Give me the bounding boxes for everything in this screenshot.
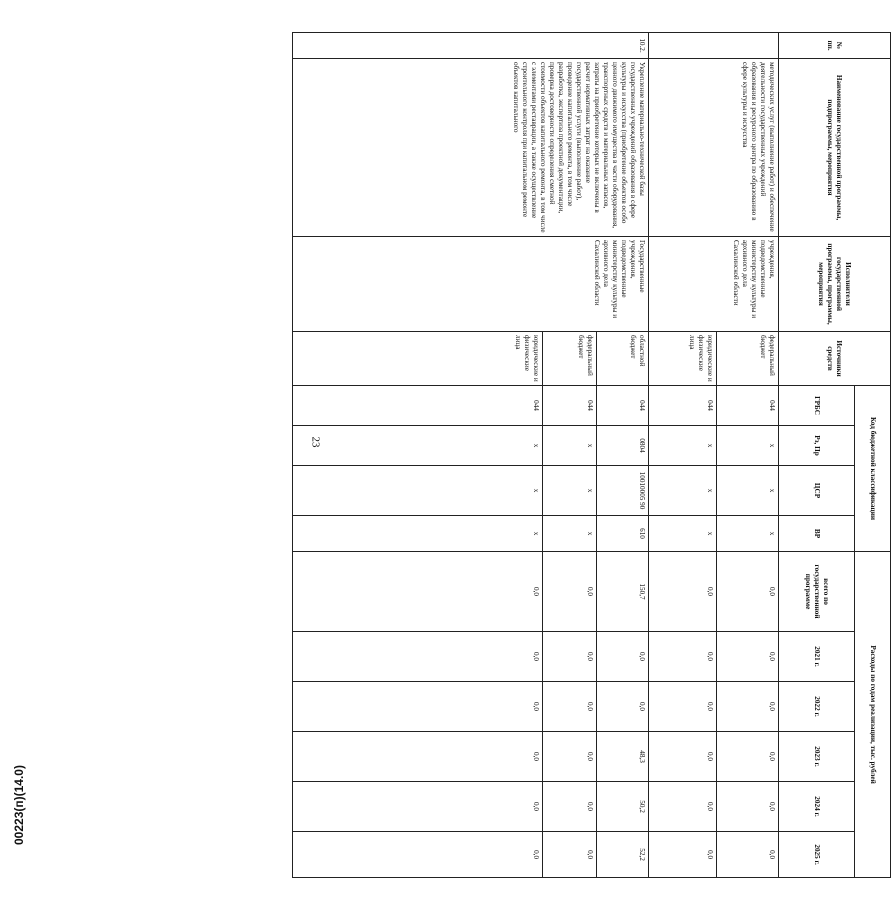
cell-csr: х xyxy=(649,466,717,516)
cell-vr: х xyxy=(717,516,779,552)
row-executor: учреждения, подведомственные министерству культуры и архивного дела Сахалинской области xyxy=(649,237,779,332)
row-executor: Государственные учреждения, подведомственные министерству культуры и архивного дела Сахалинской области xyxy=(293,237,649,332)
header-executor: Исполнители государственной программы, программы, мероприятия xyxy=(779,237,891,332)
cell-rzpr: х xyxy=(293,426,543,466)
cell-2022: 0,0 xyxy=(649,682,717,732)
cell-2021: 0,0 xyxy=(649,632,717,682)
cell-csr: х xyxy=(543,466,597,516)
cell-rzpr: 0804 xyxy=(597,426,649,466)
header-rzpr: Рз, Пр xyxy=(779,426,855,466)
cell-total: 150,7 xyxy=(597,552,649,632)
cell-csr: х xyxy=(293,466,543,516)
cell-2022: 0,0 xyxy=(717,682,779,732)
cell-grbs: 044 xyxy=(543,386,597,426)
cell-2023: 48,3 xyxy=(597,732,649,782)
cell-2023: 0,0 xyxy=(649,732,717,782)
row-name: Укрепление материально-технической базы государственных учреждений образования в сфере культуры и искусства (приобретение объектов особо ценного движимого имущества в части оборудования, транспортных средств и материальных запасов, затраты на приобретение которых не включены в расчет нормативных затрат на оказание государственной услуги (выполнение работ), проведение капитального ремонта, в том числе разработка, экспертиза проектной документации, проверка достоверности определения сметной стоимости объектов капитального ремонта, в том числе с элементами реставрации, а также осуществление строительного контроля при капитальном ремонте объектов капитального xyxy=(293,59,649,237)
cell-2024: 0,0 xyxy=(293,782,543,832)
cell-total: 0,0 xyxy=(543,552,597,632)
budget-table xyxy=(292,32,891,878)
cell-grbs: 044 xyxy=(597,386,649,426)
header-name: Наименование государственной программы, подпрограммы, мероприятия xyxy=(779,59,891,237)
cell-total: 0,0 xyxy=(649,552,717,632)
cell-2025: 0,0 xyxy=(649,832,717,878)
header-grbs: ГРБС xyxy=(779,386,855,426)
header-2023: 2023 г. xyxy=(779,732,855,782)
cell-2024: 0,0 xyxy=(543,782,597,832)
table-row xyxy=(717,33,779,878)
cell-2024: 0,0 xyxy=(649,782,717,832)
cell-2022: 0,0 xyxy=(543,682,597,732)
page-number: 23 xyxy=(309,436,322,448)
header-csr: ЦСР xyxy=(779,466,855,516)
cell-rzpr: х xyxy=(543,426,597,466)
cell-2025: 0,0 xyxy=(293,832,543,878)
cell-vr: 610 xyxy=(597,516,649,552)
header-source: Источники средств xyxy=(779,332,891,386)
row-name: методических услуг (выполнение работ) и обеспечение деятельности государственных учреждений образования и ресурсного центра по образованию в сфере культуры и искусства xyxy=(649,59,779,237)
cell-csr: 10010005 90 xyxy=(597,466,649,516)
budget-table-rotated xyxy=(331,32,891,877)
cell-grbs: 044 xyxy=(293,386,543,426)
cell-grbs: 044 xyxy=(649,386,717,426)
cell-grbs: 044 xyxy=(717,386,779,426)
header-kbk: Код бюджетной классификации xyxy=(855,386,891,552)
header-2024: 2024 г. xyxy=(779,782,855,832)
cell-rzpr: х xyxy=(649,426,717,466)
table-row xyxy=(597,33,649,878)
cell-2025: 52,2 xyxy=(597,832,649,878)
cell-2025: 0,0 xyxy=(717,832,779,878)
cell-2024: 50,2 xyxy=(597,782,649,832)
cell-2022: 0,0 xyxy=(597,682,649,732)
header-vr: ВР xyxy=(779,516,855,552)
cell-2021: 0,0 xyxy=(293,632,543,682)
cell-2024: 0,0 xyxy=(717,782,779,832)
header-expenses: Расходы по годам реализации, тыс. рублей xyxy=(855,552,891,878)
header-no: № пп. xyxy=(779,33,891,59)
cell-2023: 0,0 xyxy=(717,732,779,782)
cell-source: юридические и физические лица xyxy=(649,332,717,386)
cell-source: юридические и физические лица xyxy=(293,332,543,386)
header-total: всего по государственной программе xyxy=(779,552,855,632)
cell-total: 0,0 xyxy=(717,552,779,632)
cell-2021: 0,0 xyxy=(543,632,597,682)
cell-vr: х xyxy=(649,516,717,552)
header-2021: 2021 г. xyxy=(779,632,855,682)
header-2025: 2025 г. xyxy=(779,832,855,878)
cell-source: областной бюджет xyxy=(597,332,649,386)
cell-2023: 0,0 xyxy=(543,732,597,782)
cell-2025: 0,0 xyxy=(543,832,597,878)
cell-csr: х xyxy=(717,466,779,516)
row-number xyxy=(649,33,779,59)
cell-vr: х xyxy=(543,516,597,552)
cell-vr: х xyxy=(293,516,543,552)
cell-source: федеральный бюджет xyxy=(543,332,597,386)
cell-rzpr: х xyxy=(717,426,779,466)
cell-total: 0,0 xyxy=(293,552,543,632)
cell-2021: 0,0 xyxy=(717,632,779,682)
cell-2023: 0,0 xyxy=(293,732,543,782)
document-code: 00223(п)(14.0) xyxy=(12,765,26,845)
cell-2022: 0,0 xyxy=(293,682,543,732)
cell-source: федеральный бюджет xyxy=(717,332,779,386)
cell-2021: 0,0 xyxy=(597,632,649,682)
row-number: 10.2. xyxy=(293,33,649,59)
header-2022: 2022 г. xyxy=(779,682,855,732)
